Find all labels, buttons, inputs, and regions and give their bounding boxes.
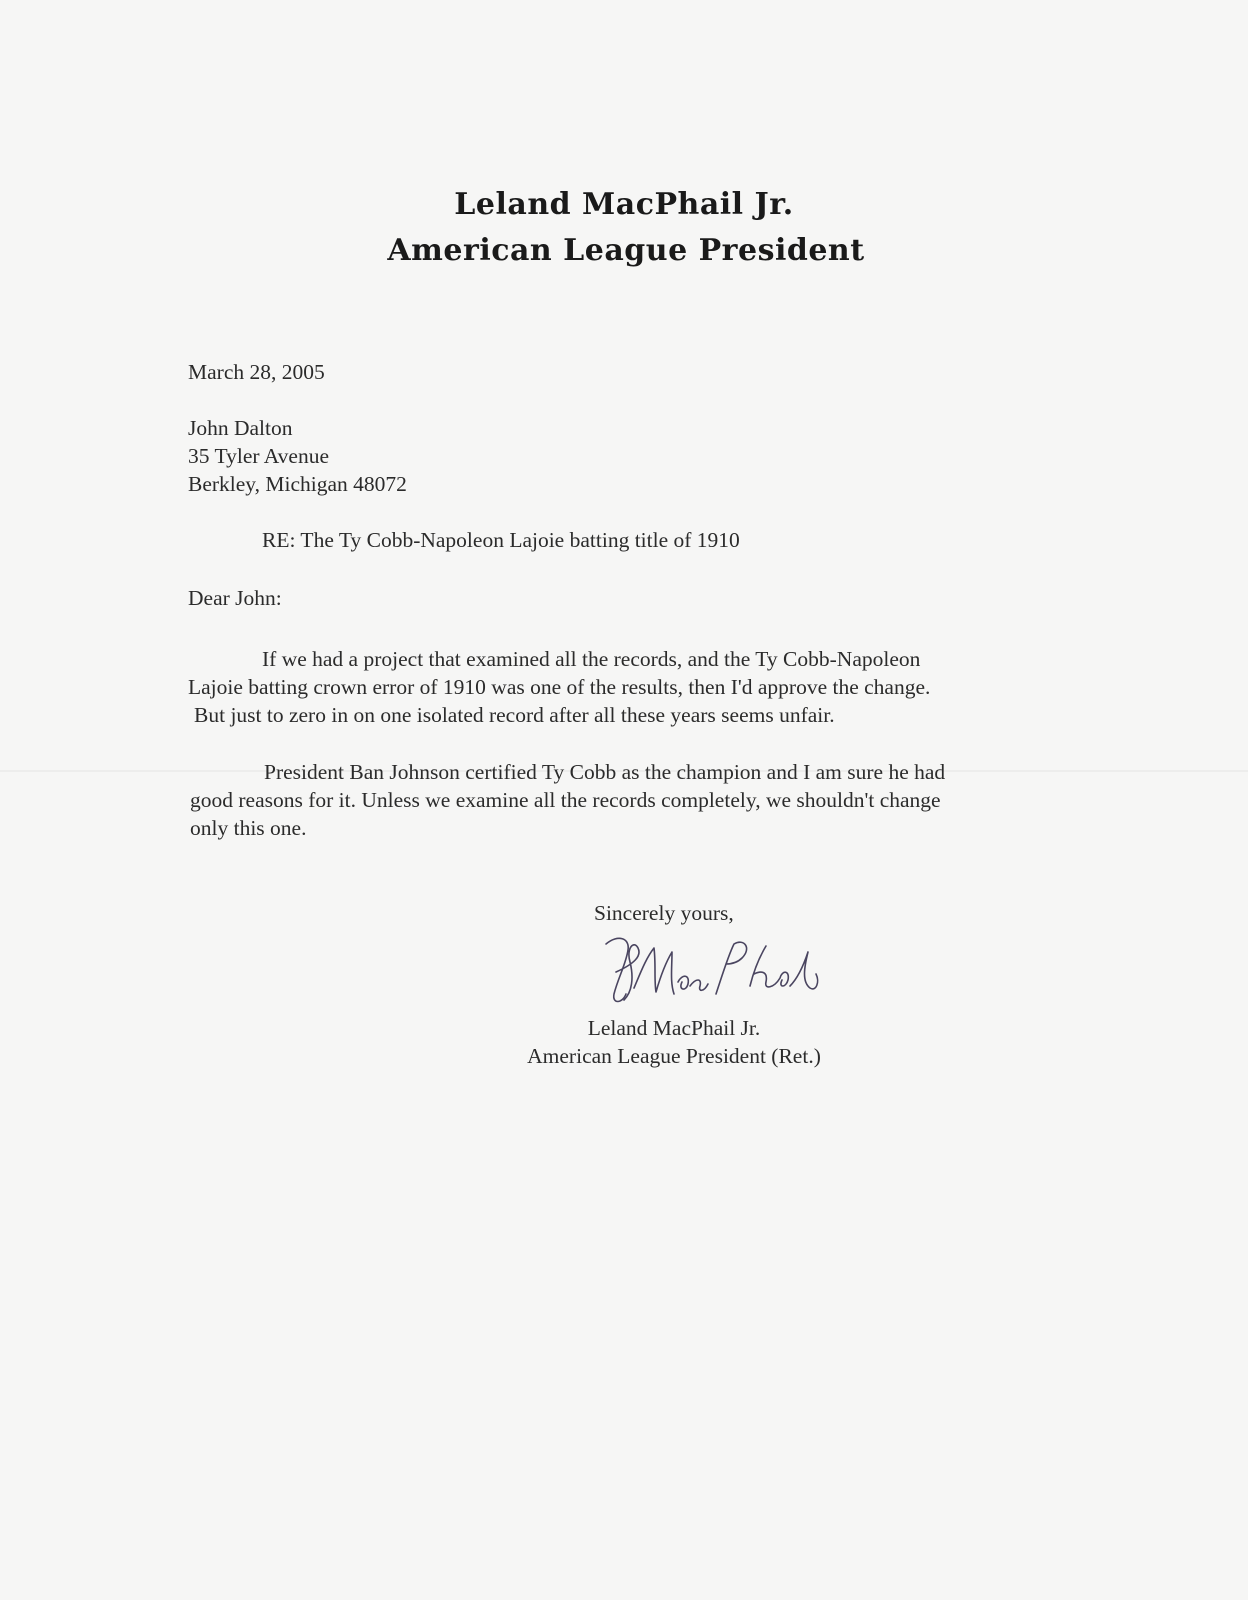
paragraph-1 [188,645,930,729]
signer-title: American League President (Ret.) [527,1044,821,1068]
paragraph-1-line-2: Lajoie batting crown error of 1910 was one of the results, then I'd approve the change. [188,675,931,699]
letterhead [0,182,1248,274]
paragraph-2-line-2: good reasons for it. Unless we examine all the records completely, we shouldn't change [190,788,941,812]
paragraph-1-line-3: But just to zero in on one isolated record after all these years seems unfair. [194,703,835,727]
salutation: Dear John: [188,586,282,610]
signer-name: Leland MacPhail Jr. [587,1016,761,1040]
recipient-city: Berkley, Michigan 48072 [188,472,407,496]
recipient-name: John Dalton [188,416,293,440]
recipient-street: 35 Tyler Avenue [188,444,329,468]
closing: Sincerely yours, [594,901,734,925]
paragraph-2 [190,758,945,842]
signature-block [506,1014,842,1070]
letterhead-title: American League President [387,233,865,268]
recipient-address [188,414,407,498]
letter-date: March 28, 2005 [188,360,325,384]
paragraph-1-line-1: If we had a project that examined all the records, and the Ty Cobb-Napoleon [262,647,921,671]
handwritten-signature [604,934,824,1014]
subject-line: RE: The Ty Cobb-Napoleon Lajoie batting title of 1910 [262,528,740,552]
paragraph-2-line-3: only this one. [190,816,307,840]
paragraph-2-line-1: President Ban Johnson certified Ty Cobb as the champion and I am sure he had [264,760,946,784]
letterhead-name: Leland MacPhail Jr. [454,187,794,222]
